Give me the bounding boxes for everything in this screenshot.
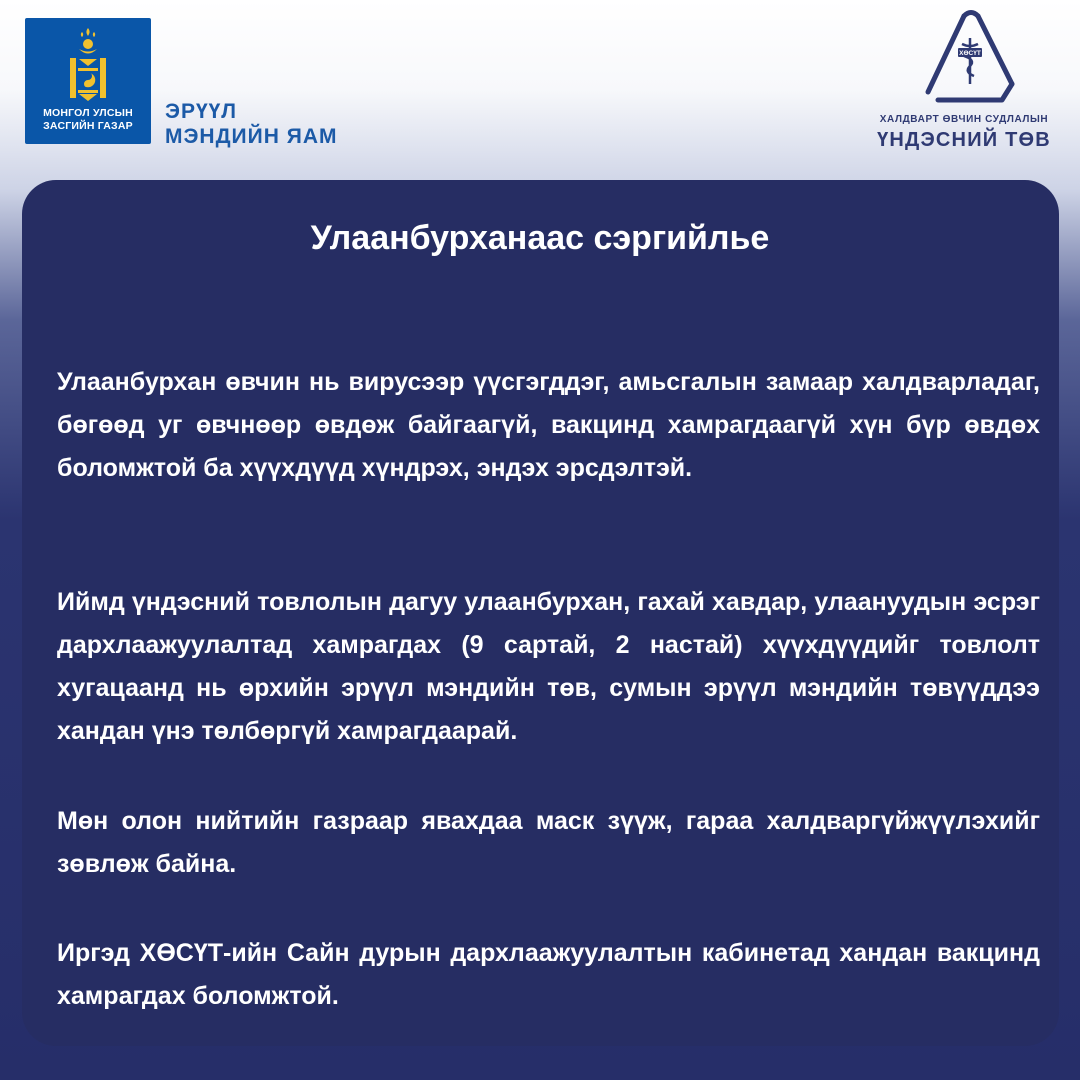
ministry-name bbox=[165, 99, 338, 149]
government-logo-text bbox=[25, 107, 151, 133]
header bbox=[0, 0, 1080, 175]
card-title: Улаанбурханаас сэргийлье bbox=[310, 219, 770, 257]
ministry-name-line2: МЭНДИЙН ЯАМ bbox=[165, 125, 338, 148]
government-logo-text-line1: МОНГОЛ УЛСЫН bbox=[43, 107, 133, 119]
center-name-line2: ҮНДЭСНИЙ ТӨВ bbox=[877, 129, 1051, 151]
paragraph-measles-info: Улаанбурхан өвчин нь вирусээр үүсгэгддэг, амьсгалын замаар халдварладаг, бөгөөд уг өвчнөөр өвдөж байгаагүй, вакцинд хамрагдаагүй хүн бүр өвдөх боломжтой ба хүүхдүүд хүндрэх, эндэх эрсдэлтэй. bbox=[57, 368, 1040, 482]
government-logo bbox=[25, 18, 151, 144]
paragraph-vaccination-schedule: Иймд үндэсний товлолын дагуу улаанбурхан, гахай хавдар, улаануудын эсрэг дархлаажуулалтад хамрагдах (9 сартай, 2 настай) хүүхдүүдийг товлолт хугацаанд нь өрхийн эрүүл мэндийн төв, сумын эрүүл мэндийн төвүүддээ хандан үнэ төлбөргүй хамрагдаарай. bbox=[57, 588, 1040, 745]
triangle-caduceus-icon bbox=[920, 10, 1020, 106]
center-logo-abbr: ХӨСҮТ bbox=[959, 50, 981, 57]
center-name-line1: ХАЛДВАРТ ӨВЧИН СУДЛАЛЫН bbox=[879, 114, 1049, 125]
ministry-name-line1: ЭРҮҮЛ bbox=[165, 100, 238, 123]
soyombo-emblem-icon bbox=[66, 28, 110, 104]
government-logo-text-line2: ЗАСГИЙН ГАЗАР bbox=[43, 120, 133, 132]
paragraph-voluntary-cabinet: Иргэд ХӨСҮТ-ийн Сайн дурын дархлаажуулалтын кабинетад хандан вакцинд хамрагдах боломжтой. bbox=[57, 939, 1040, 1010]
paragraph-mask-advice: Мөн олон нийтийн газраар явахдаа маск зүүж, гараа халдваргүйжүүлэхийг зөвлөж байна. bbox=[57, 807, 1040, 878]
